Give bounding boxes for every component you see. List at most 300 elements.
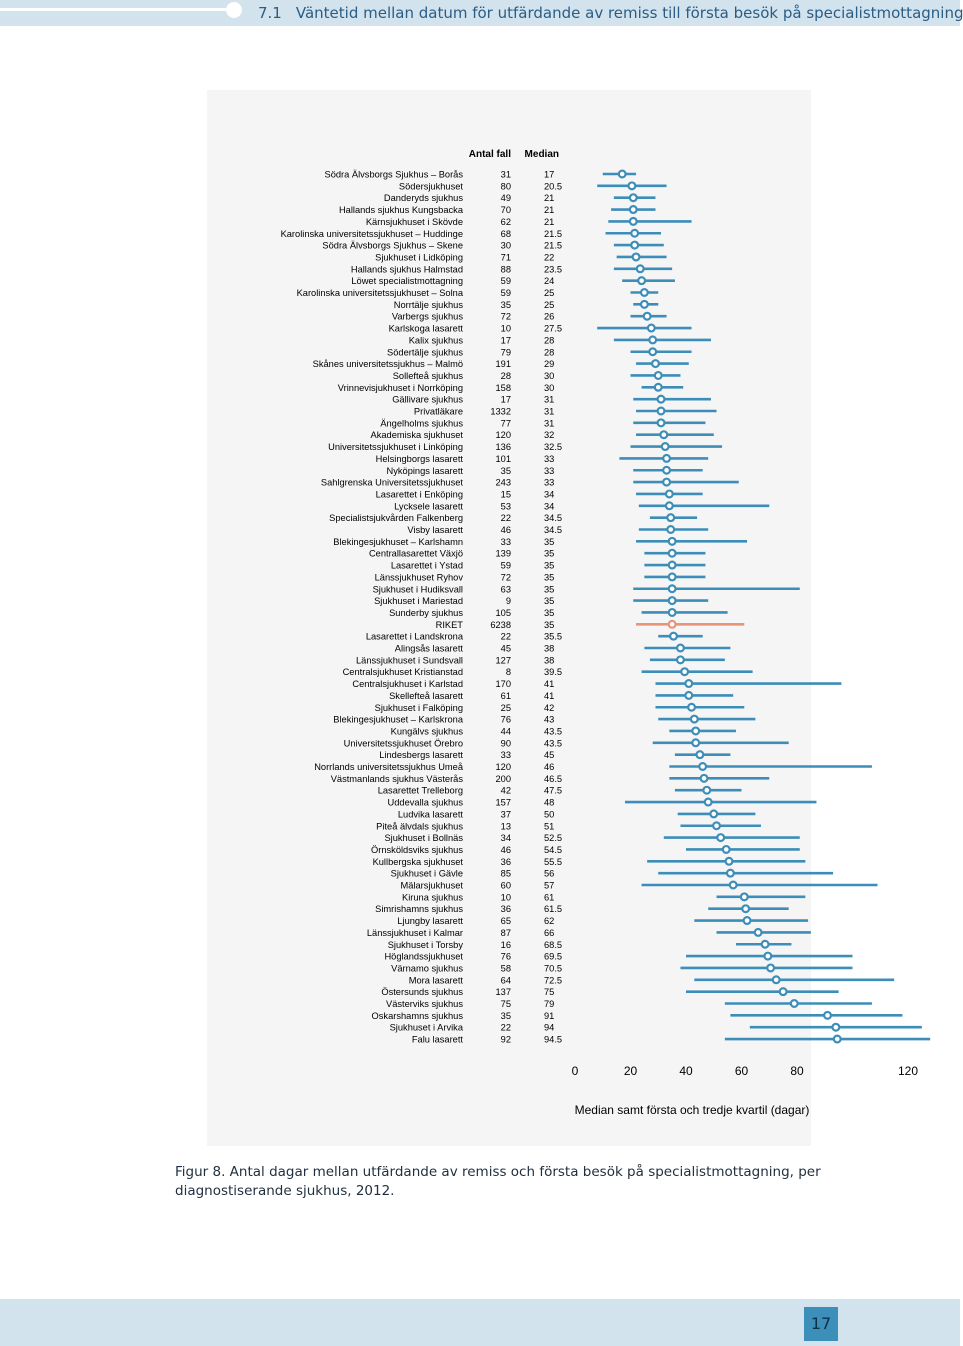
row-median: 46: [544, 762, 555, 772]
row-median: 52.5: [544, 833, 563, 844]
row-label: Karolinska universitetssjukhuset – Solna: [296, 288, 463, 298]
forest-row: [367, 928, 811, 938]
row-label: Privatläkare: [413, 406, 463, 417]
row-label: Sollefteå sjukhus: [392, 370, 463, 381]
row-label: Kalix sjukhus: [408, 335, 463, 346]
row-median: 72.5: [544, 975, 563, 986]
row-median: 32.5: [544, 442, 563, 453]
forest-row: [376, 821, 761, 831]
row-label: Skellefteå lasarett: [389, 690, 463, 701]
median-point: [667, 514, 674, 521]
forest-row: [321, 478, 739, 488]
row-label: Skånes universitetssjukhus – Malmö: [312, 359, 463, 370]
row-count: 59: [500, 276, 511, 287]
forest-row: [331, 774, 770, 784]
row-count: 76: [500, 951, 511, 962]
row-label: Sjukhuset i Mariestad: [374, 596, 463, 607]
row-label: Kärnsjukhuset i Skövde: [365, 216, 463, 227]
median-point: [705, 799, 712, 806]
median-point: [726, 858, 733, 865]
row-count: 59: [500, 288, 511, 298]
row-median: 61: [544, 892, 555, 903]
row-count: 33: [500, 536, 511, 547]
forest-row: [328, 442, 722, 452]
row-median: 57: [544, 880, 555, 891]
row-label: Örnsköldsviks sjukhus: [371, 844, 463, 855]
row-count: 22: [500, 631, 511, 642]
median-point: [644, 313, 651, 320]
row-label: Universitetssjukhuset Örebro: [343, 738, 463, 749]
forest-row: [394, 300, 659, 310]
forest-row: [281, 229, 661, 239]
median-point: [628, 182, 635, 189]
forest-row: [389, 608, 728, 618]
median-point: [667, 526, 674, 533]
row-count: 17: [500, 394, 511, 405]
forest-row: [387, 466, 703, 476]
forest-row: [397, 916, 808, 926]
median-point: [677, 656, 684, 663]
row-label: Norrlands universitetssjukhus Umeå: [314, 762, 463, 772]
row-median: 31: [544, 406, 555, 417]
x-tick-label: 120: [897, 1064, 919, 1078]
forest-row: [333, 537, 747, 547]
row-count: 139: [495, 548, 511, 559]
forest-row: [384, 833, 799, 843]
forest-row: [313, 359, 689, 369]
row-label: Södersjukhuset: [398, 181, 463, 192]
row-count: 62: [500, 216, 511, 227]
row-count: 46: [500, 844, 511, 855]
row-median: 34: [544, 489, 555, 500]
median-column-header: Median: [524, 149, 559, 160]
forest-row: [399, 181, 667, 191]
row-median: 20.5: [544, 181, 563, 192]
median-point: [834, 1036, 841, 1043]
median-point: [755, 929, 762, 936]
row-median: 30: [544, 382, 555, 393]
row-median: 34.5: [544, 513, 563, 524]
forest-row: [338, 383, 683, 393]
row-label: Ängelholms sjukhus: [380, 418, 463, 429]
x-tick-label: 60: [734, 1064, 749, 1078]
row-median: 26: [544, 311, 555, 322]
median-point: [691, 716, 698, 723]
median-point: [824, 1012, 831, 1019]
row-count: 42: [500, 785, 511, 796]
row-median: 21: [544, 216, 555, 227]
median-point: [699, 763, 706, 770]
row-label: Sjukhuset i Gävle: [390, 868, 463, 879]
row-median: 94: [544, 1022, 555, 1033]
row-median: 32: [544, 430, 555, 441]
row-median: 50: [544, 809, 555, 820]
median-point: [638, 277, 645, 284]
median-point: [655, 372, 662, 379]
row-count: 36: [500, 856, 511, 867]
forest-row: [369, 549, 705, 559]
forest-row: [391, 869, 833, 879]
row-count: 8: [505, 667, 511, 678]
row-label: Ludvika lasarett: [397, 809, 463, 820]
row-count: 35: [500, 465, 511, 476]
row-label: Sjukhuset i Falköping: [374, 702, 463, 713]
x-tick-label: 0: [571, 1064, 579, 1078]
row-median: 30: [544, 370, 555, 381]
row-count: 68: [500, 228, 511, 239]
row-count: 61: [500, 690, 511, 701]
forest-row: [391, 963, 852, 973]
rows-group: [281, 170, 931, 1045]
row-label: Helsingborgs lasarett: [375, 453, 463, 464]
median-point: [641, 301, 648, 308]
row-label: Lasarettet i Enköping: [375, 489, 463, 500]
x-tick-label: 20: [623, 1064, 638, 1078]
row-label: Sunderby sjukhus: [389, 607, 463, 618]
row-median: 31: [544, 394, 555, 405]
median-point: [677, 645, 684, 652]
row-count: 85: [500, 868, 511, 879]
row-median: 28: [544, 347, 555, 358]
forest-row: [381, 987, 838, 997]
forest-row: [384, 193, 656, 203]
row-label: Centralsjukhuset i Karlstad: [352, 679, 463, 690]
row-label: Sjukhuset i Bollnäs: [384, 833, 463, 844]
row-label: Visby lasarett: [407, 525, 463, 535]
median-point: [727, 870, 734, 877]
row-median: 66: [544, 927, 555, 938]
row-label: Gällivare sjukhus: [392, 394, 463, 405]
row-label: Centrallasarettet Växjö: [368, 548, 463, 559]
row-label: Länssjukhuset i Sundsvall: [356, 655, 463, 666]
row-median: 42: [544, 702, 555, 713]
median-point: [703, 787, 710, 794]
row-label: Simrishamns sjukhus: [375, 904, 463, 915]
header-divider: [0, 8, 232, 11]
row-label: Piteå älvdals sjukhus: [376, 821, 463, 832]
row-count: 9: [505, 596, 511, 607]
median-point: [666, 491, 673, 498]
median-point: [658, 396, 665, 403]
row-count: 31: [500, 169, 511, 180]
row-count: 22: [500, 1022, 511, 1033]
forest-row: [394, 501, 769, 511]
row-median: 35: [544, 548, 555, 559]
row-count: 25: [500, 702, 511, 713]
row-count: 127: [495, 655, 511, 666]
row-count: 77: [500, 418, 511, 429]
row-label: Sjukhuset i Lidköping: [375, 252, 463, 263]
row-median: 35.5: [544, 631, 563, 642]
median-point: [652, 360, 659, 367]
row-label: Hallands sjukhus Halmstad: [350, 264, 463, 275]
forest-row: [386, 999, 872, 1009]
row-median: 29: [544, 359, 555, 370]
row-median: 35: [544, 607, 555, 618]
row-label: Värnamo sjukhus: [391, 963, 463, 974]
row-count: 191: [495, 359, 511, 370]
row-label: Sjukhuset i Hudiksvall: [372, 584, 463, 595]
median-point: [688, 704, 695, 711]
forest-row: [376, 454, 709, 464]
median-point: [630, 218, 637, 225]
median-point: [633, 254, 640, 261]
median-point: [730, 882, 737, 889]
row-count: 76: [500, 714, 511, 725]
row-label: Danderyds sjukhus: [383, 193, 463, 204]
row-label: Nyköpings lasarett: [386, 465, 463, 476]
row-median: 46.5: [544, 773, 563, 784]
row-label: Sjukhuset i Arvika: [389, 1022, 463, 1033]
row-count: 87: [500, 927, 511, 938]
header-dot-icon: [226, 2, 242, 18]
row-median: 91: [544, 1010, 555, 1021]
forest-row: [400, 881, 877, 891]
row-label: Södra Älvsborgs Sjukhus – Skene: [322, 240, 463, 251]
row-count: 63: [500, 584, 511, 595]
row-label: Löwet specialistmottagning: [351, 276, 463, 287]
row-count: 16: [500, 939, 511, 950]
x-axis-label: Median samt första och tredje kvartil (dagar): [574, 1103, 810, 1117]
forest-row: [371, 845, 800, 855]
row-median: 27.5: [544, 323, 563, 334]
median-point: [767, 965, 774, 972]
row-label: Uddevalla sjukhus: [387, 797, 463, 808]
median-point: [669, 609, 676, 616]
row-label: Västerviks sjukhus: [386, 999, 463, 1009]
row-median: 38: [544, 643, 555, 654]
median-point: [662, 443, 669, 450]
median-point: [669, 538, 676, 545]
row-count: 72: [500, 572, 511, 583]
forest-row: [414, 407, 717, 417]
median-point: [669, 550, 676, 557]
row-median: 33: [544, 465, 555, 476]
row-label: Blekingesjukhuset – Karlskrona: [333, 714, 463, 725]
row-count: 15: [500, 489, 511, 500]
forest-row: [391, 726, 736, 736]
median-point: [669, 621, 676, 628]
row-label: Specialistsjukvården Falkenberg: [329, 513, 463, 524]
row-median: 35: [544, 536, 555, 547]
row-median: 62: [544, 916, 555, 927]
median-point: [663, 467, 670, 474]
row-count: 64: [500, 975, 511, 986]
page-number: 17: [804, 1307, 838, 1341]
row-label: Blekingesjukhuset – Karlshamn: [333, 536, 463, 547]
row-count: 10: [500, 323, 511, 334]
forest-row: [389, 324, 692, 334]
median-point: [762, 941, 769, 948]
median-point: [717, 834, 724, 841]
row-label: Lycksele lasarett: [394, 501, 463, 512]
row-count: 22: [500, 513, 511, 524]
median-point: [669, 597, 676, 604]
chart-panel: [207, 90, 919, 1146]
median-point: [669, 585, 676, 592]
forest-row: [375, 703, 745, 713]
forest-row: [412, 1035, 930, 1045]
median-point: [649, 337, 656, 344]
median-point: [658, 419, 665, 426]
forest-row: [356, 655, 725, 665]
median-point: [641, 289, 648, 296]
row-count: 200: [495, 773, 511, 784]
forest-row: [372, 1011, 903, 1021]
row-median: 21.5: [544, 240, 563, 251]
row-median: 35: [544, 560, 555, 571]
x-tick-label: 40: [679, 1064, 693, 1078]
row-count: 1332: [490, 406, 511, 417]
row-count: 10: [500, 892, 511, 903]
forest-row: [388, 798, 817, 808]
row-median: 25: [544, 299, 555, 310]
median-point: [630, 194, 637, 201]
median-point: [670, 633, 677, 640]
median-point: [742, 905, 749, 912]
row-count: 80: [500, 181, 511, 192]
forest-row: [297, 288, 659, 298]
row-count: 105: [495, 607, 511, 618]
row-count: 72: [500, 311, 511, 322]
forest-row: [384, 952, 852, 962]
median-point: [649, 348, 656, 355]
median-point: [637, 265, 644, 272]
median-point: [764, 953, 771, 960]
row-count: 136: [495, 442, 511, 453]
median-point: [701, 775, 708, 782]
row-label: Länssjukhuset i Kalmar: [366, 927, 463, 938]
forest-row: [375, 904, 789, 914]
forest-row: [344, 738, 789, 748]
forest-row: [389, 691, 733, 701]
row-label: Östersunds sjukhus: [381, 987, 463, 998]
row-count: 28: [500, 370, 511, 381]
median-point: [619, 171, 626, 178]
row-label: Falu lasarett: [411, 1034, 463, 1045]
row-count: 13: [500, 821, 511, 832]
row-count: 35: [500, 299, 511, 310]
row-label: Länssjukhuset Ryhov: [374, 572, 463, 583]
forest-row: [352, 679, 841, 689]
forest-row: [376, 489, 703, 499]
forest-row: [392, 312, 667, 322]
row-median: 51: [544, 821, 555, 832]
row-count: 17: [500, 335, 511, 346]
row-count: 60: [500, 880, 511, 891]
forest-row: [380, 418, 705, 428]
row-median: 39.5: [544, 667, 563, 678]
row-label: Centralsjukhuset Kristianstad: [342, 667, 463, 678]
row-median: 70.5: [544, 963, 563, 974]
forest-row: [333, 715, 755, 725]
forest-row: [374, 596, 708, 606]
row-median: 21: [544, 205, 555, 216]
forest-row: [393, 371, 681, 381]
forest-row: [322, 241, 663, 251]
median-point: [713, 822, 720, 829]
row-count: 34: [500, 833, 511, 844]
row-label: Södertälje sjukhus: [387, 347, 463, 358]
forest-row: [398, 809, 756, 819]
row-label: Södra Älvsborgs Sjukhus – Borås: [324, 169, 463, 180]
forest-row: [388, 940, 792, 950]
row-label: Universitetssjukhuset i Linköping: [328, 442, 463, 453]
row-count: 59: [500, 560, 511, 571]
section-heading: [258, 4, 963, 22]
median-point: [660, 431, 667, 438]
row-count: 170: [495, 679, 511, 690]
median-point: [741, 893, 748, 900]
row-median: 61.5: [544, 904, 563, 915]
row-label: Akademiska sjukhuset: [370, 430, 463, 441]
row-count: 36: [500, 904, 511, 915]
figure-caption: Figur 8. Antal dagar mellan utfärdande av remiss och första besök på specialistmottagning, per diagnostiserande sjukhus, 2012.: [175, 1164, 821, 1199]
row-count: 49: [500, 193, 511, 204]
forest-row: [373, 857, 806, 867]
median-point: [692, 728, 699, 735]
row-label: Hallands sjukhus Kungsbacka: [338, 205, 463, 216]
forest-row: [351, 264, 672, 274]
row-median: 43.5: [544, 738, 563, 749]
row-label: Varbergs sjukhus: [391, 311, 463, 322]
row-median: 21.5: [544, 228, 563, 239]
row-median: 41: [544, 690, 555, 701]
forest-row: [339, 205, 656, 215]
median-point: [773, 976, 780, 983]
row-label: Mora lasarett: [408, 975, 463, 986]
row-median: 68.5: [544, 939, 563, 950]
row-count: 157: [495, 797, 511, 808]
forest-row: [390, 1023, 922, 1033]
forest-row: [343, 667, 753, 677]
row-count: 90: [500, 738, 511, 749]
row-label: Vrinnevisjukhuset i Norrköping: [337, 382, 463, 393]
row-median: 38: [544, 655, 555, 666]
row-count: 58: [500, 963, 511, 974]
row-median: 23.5: [544, 264, 563, 275]
forest-row: [366, 217, 692, 227]
row-count: 44: [500, 726, 511, 737]
row-median: 33: [544, 453, 555, 464]
row-median: 24: [544, 276, 555, 287]
row-median: 79: [544, 999, 555, 1009]
row-count: 65: [500, 916, 511, 927]
row-median: 54.5: [544, 844, 563, 855]
row-median: 75: [544, 987, 555, 998]
row-median: 34: [544, 501, 555, 512]
median-point: [669, 574, 676, 581]
forest-row: [409, 335, 711, 345]
median-point: [744, 917, 751, 924]
row-label: Ljungby lasarett: [397, 916, 463, 927]
median-point: [696, 751, 703, 758]
row-count: 6238: [490, 619, 511, 630]
row-label: Norrtälje sjukhus: [393, 299, 463, 310]
row-median: 43: [544, 714, 555, 725]
row-count: 75: [500, 999, 511, 1009]
row-label: Lasarettet i Ystad: [390, 560, 463, 571]
row-count: 45: [500, 643, 511, 654]
row-median: 33: [544, 477, 555, 488]
row-median: 28: [544, 335, 555, 346]
median-point: [685, 680, 692, 687]
median-point: [655, 384, 662, 391]
median-point: [663, 455, 670, 462]
median-point: [685, 692, 692, 699]
row-median: 21: [544, 193, 555, 204]
row-median: 43.5: [544, 726, 563, 737]
